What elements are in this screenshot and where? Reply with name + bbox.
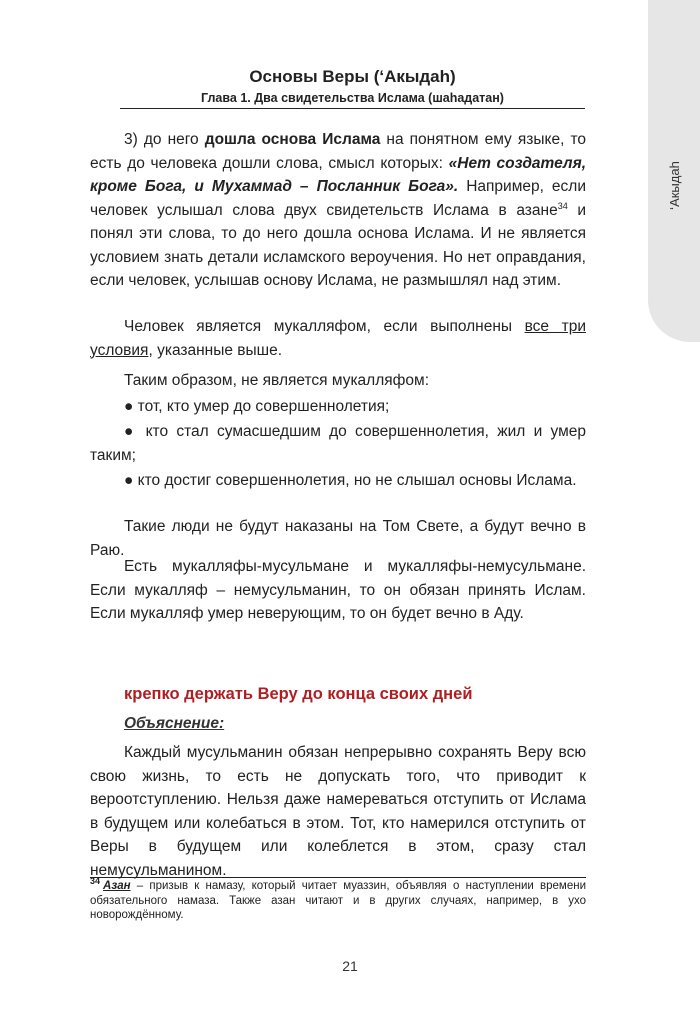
mukallaf-text-1: Человек является мукалляфом, если выполнены [124,318,525,335]
mukallaf-underlined: все три условия [90,318,586,359]
chapter-side-tab-label-wrap [648,150,700,220]
intro-text-4: и понял эти слова, то до него дошла основа Ислама. И не является условием знать детали исламского вероучения. Но нет оправдания, если человек, услышав основу Ислама, не размышлял над этим. [90,201,586,289]
book-title: Основы Веры (‘Акыдаh) [249,67,456,86]
list-item: ● кто стал сумасшедшим до совершеннолетия, жил и умер таким; [90,423,586,464]
not-mukallaf-list [90,369,586,493]
not-mukallaf-lead: Таким образом, не является мукалляфом: [124,372,429,389]
page-number: 21 [342,958,358,974]
page-header [120,66,585,107]
shahada-quote: «Нет создателя, кроме Бога, и Мухаммад – Посланник Бога». [90,154,586,195]
section-heading: крепко держать Веру до конца своих дней [124,685,473,703]
header-divider [120,108,585,109]
paragraph-explanation [90,741,586,882]
intro-bold-phrase: дошла основа Ислама [204,131,381,148]
footnote-term: Азан [103,880,131,892]
footnote-divider [90,877,586,878]
list-item: ● тот, кто умер до совершеннолетия; [124,397,390,415]
chapter-title: Глава 1. Два свидетельства Ислама (шаhадатан) [201,91,504,105]
intro-text-3: Например, если человек услышал слова двух свидетельств Ислама в азане [90,178,586,219]
explanation-text: Каждый мусульманин обязан непрерывно сохранять Веру всю свою жизнь, то есть не допускать того, что приводит к вероотступлению. Нельзя даже намереваться отступить от Ислама в будущем или колебаться в этом. Тот, кто намерился отступить от Веры в будущем или колеблется в этом, сразу стал немусульманином. [90,744,586,879]
intro-text-1: 3) до него [124,131,205,148]
intro-text-2: на понятном ему языке, то есть до человека дошли слова, смысл которых: [90,131,587,172]
explanation-label: Объяснение: [124,715,225,732]
footnote [90,876,586,923]
types-text: Есть мукалляфы-мусульмане и мукалляфы-немусульмане. Если мукалляф – немусульманин, то он обязан принять Ислам. Если мукалляф умер неверующим, то он будет вечно в Аду. [90,558,586,622]
paragraph-mukallaf-definition [90,315,586,362]
footnote-text: – призыв к намазу, который читает муаззин, объявляя о наступлении времени обязательного намаза. Также азан читают и в других случаях, например, в ухо новорождённому. [90,880,586,921]
paragraph-condition-three [90,128,586,293]
list-item: ● кто достиг совершеннолетия, но не слышал основы Ислама. [124,472,577,489]
chapter-side-tab-label: ‘Акыдаh [666,160,682,210]
paragraph-mukallaf-types [90,555,586,626]
outcome-text: Такие люди не будут наказаны на Том Свете, а будут вечно в Раю. [90,518,586,559]
footnote-number: 34 [90,876,101,887]
mukallaf-text-2: , указанные выше. [148,341,283,359]
footnote-reference[interactable]: 34 [557,200,568,211]
